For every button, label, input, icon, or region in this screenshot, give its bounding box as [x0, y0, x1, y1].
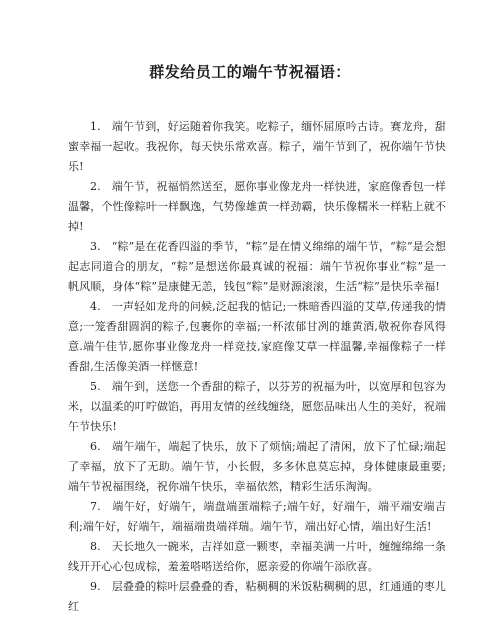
paragraph-6: 6. 端午端午，端起了快乐，放下了烦恼;端起了清闲，放下了忙碌;端起了幸福，放下了无助。端午节，小长假，多多休息莫忘掉，身体健康最重要;端午节祝福围绕，祝你端午快乐，幸福依然，精彩生活乐淘淘。: [68, 440, 446, 493]
paragraph-7: 7. 端午好，好端午，端盘端蛋端粽子;端午好，好端午，端平端安端吉利;端午好，好端午，端福端贵端祥瑞。端午节，端出好心情，端出好生活!: [68, 500, 446, 533]
paragraph-1: 1. 端午节到，好运随着你我笑。吃粽子，缅怀屈原吟古诗。赛龙舟，甜蜜幸福一起收。我祝你，每天快乐常欢喜。粽子，端午节到了，祝你端午节快乐!: [68, 120, 446, 173]
paragraph-5: 5. 端午到，送您一个香甜的粽子，以芬芳的祝福为叶，以宽厚和包容为米，以温柔的叮咛做馅，再用友情的丝线缠绕，愿您品味出人生的美好，祝端午节快乐!: [68, 380, 446, 433]
paragraph-3: 3. “粽”是在花香四溢的季节，“粽”是在情义绵绵的端午节，“粽”是会想起志同道合的朋友，“粽”是想送你最真诚的祝福：端午节祝你事业“粽”是一帆风顺，身体“粽”是康健无恙，钱包“粽”是财源滚滚，生活“粽”是快乐幸福!: [68, 240, 446, 293]
paragraph-2: 2. 端午节，祝福悄然送至，愿你事业像龙舟一样快进，家庭像香包一样温馨，个性像粽叶一样飘逸，气势像雄黄一样劲霸，快乐像糯米一样粘上就不掉!: [68, 180, 446, 233]
paragraph-4: 4. 一声轻如龙舟的问候,泛起我的惦记;一株暗香四溢的艾草,传递我的情意;一笼香甜圆润的粽子,包裹你的幸福;一杯浓郁甘冽的雄黄酒,敬祝你春风得意.端午佳节,愿你事业像龙舟一样竞技,家庭像艾草一样温馨,幸福像粽子一样香甜,生活像美酒一样惬意!: [68, 300, 446, 373]
paragraph-8: 8. 天长地久一碗米，吉祥如意一颗枣，幸福美满一片叶，缠缠绵绵一条线开开心心包成棕，羞羞嗒嗒送给你，愿亲爱的你端午添欣喜。: [68, 540, 446, 573]
document-body: [68, 117, 446, 617]
paragraph-9: 9. 层叠叠的粽叶层叠叠的香，粘稠稠的米饭粘稠稠的思，红通通的枣儿红: [68, 580, 446, 613]
page-title: 群发给员工的端午节祝福语：: [149, 63, 351, 81]
